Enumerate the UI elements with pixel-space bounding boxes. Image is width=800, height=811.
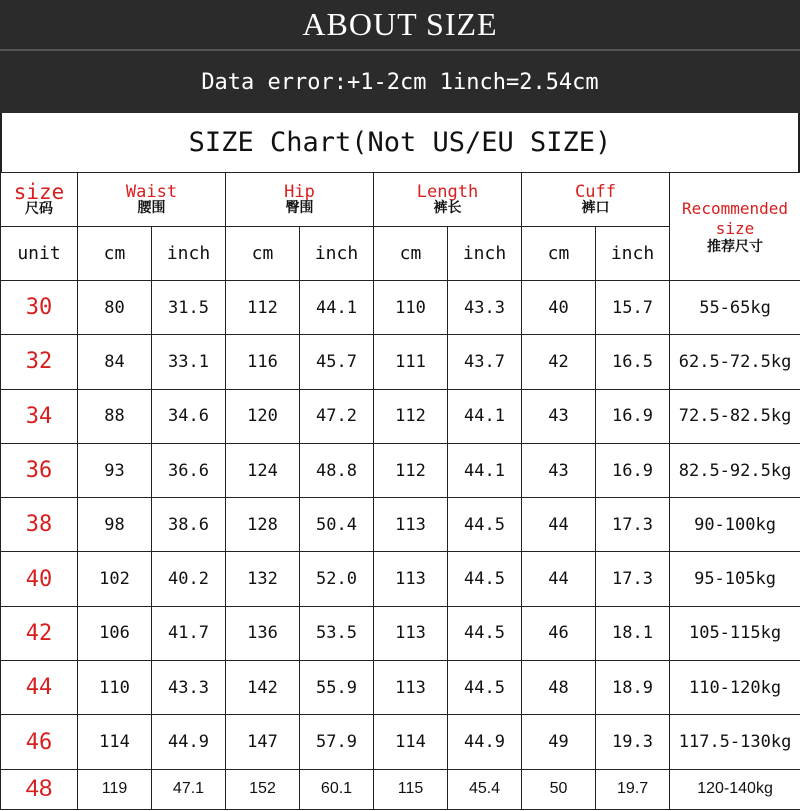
table-row (1, 443, 800, 497)
hip-cm-cell: 120 (226, 389, 300, 443)
cuff-inch-cell: 19.3 (596, 715, 670, 769)
waist-cm-cell: 114 (78, 715, 152, 769)
header-length: Length 裤长 (374, 173, 522, 227)
waist-cm-cell: 88 (78, 389, 152, 443)
cuff-cm-cell: 46 (522, 606, 596, 660)
unit-label: unit (1, 227, 78, 281)
hip-cm-cell: 128 (226, 498, 300, 552)
cuff-cm-cell: 44 (522, 498, 596, 552)
cuff-inch-cell: 18.9 (596, 661, 670, 715)
size-cell: 38 (1, 498, 78, 552)
recommended-cell: 72.5-82.5kg (670, 389, 800, 443)
waist-inch-cell: 41.7 (152, 606, 226, 660)
hip-cm-cell: 116 (226, 335, 300, 389)
unit-hip-inch: inch (300, 227, 374, 281)
length-cm-cell: 113 (374, 552, 448, 606)
hip-inch-cell: 48.8 (300, 443, 374, 497)
waist-cm-cell: 110 (78, 661, 152, 715)
waist-inch-cell: 47.1 (152, 769, 226, 809)
waist-cm-cell: 119 (78, 769, 152, 809)
size-cell: 34 (1, 389, 78, 443)
waist-inch-cell: 36.6 (152, 443, 226, 497)
length-inch-cell: 44.1 (448, 443, 522, 497)
unit-waist-cm: cm (78, 227, 152, 281)
waist-cm-cell: 98 (78, 498, 152, 552)
recommended-cell: 117.5-130kg (670, 715, 800, 769)
unit-cuff-cm: cm (522, 227, 596, 281)
hip-inch-cell: 44.1 (300, 281, 374, 335)
length-cm-cell: 114 (374, 715, 448, 769)
size-cell: 40 (1, 552, 78, 606)
cuff-cm-cell: 42 (522, 335, 596, 389)
length-inch-cell: 44.1 (448, 389, 522, 443)
cuff-cm-cell: 48 (522, 661, 596, 715)
cuff-inch-cell: 16.5 (596, 335, 670, 389)
unit-hip-cm: cm (226, 227, 300, 281)
hip-inch-cell: 45.7 (300, 335, 374, 389)
waist-cm-cell: 93 (78, 443, 152, 497)
waist-inch-cell: 44.9 (152, 715, 226, 769)
waist-inch-cell: 40.2 (152, 552, 226, 606)
cuff-cm-cell: 40 (522, 281, 596, 335)
recommended-cell: 90-100kg (670, 498, 800, 552)
size-cell: 36 (1, 443, 78, 497)
waist-inch-cell: 31.5 (152, 281, 226, 335)
hip-inch-cell: 57.9 (300, 715, 374, 769)
length-inch-cell: 45.4 (448, 769, 522, 809)
cuff-cm-cell: 43 (522, 443, 596, 497)
length-inch-cell: 43.3 (448, 281, 522, 335)
size-cell: 44 (1, 661, 78, 715)
table-row (1, 498, 800, 552)
hip-cm-cell: 132 (226, 552, 300, 606)
hip-cm-cell: 142 (226, 661, 300, 715)
header-recommended-size: Recommended size 推荐尺寸 (670, 173, 800, 281)
recommended-cell: 95-105kg (670, 552, 800, 606)
waist-inch-cell: 33.1 (152, 335, 226, 389)
cuff-inch-cell: 16.9 (596, 443, 670, 497)
length-cm-cell: 112 (374, 443, 448, 497)
size-cell: 30 (1, 281, 78, 335)
hip-inch-cell: 60.1 (300, 769, 374, 809)
length-cm-cell: 112 (374, 389, 448, 443)
length-cm-cell: 115 (374, 769, 448, 809)
recommended-cell: 55-65kg (670, 281, 800, 335)
hip-cm-cell: 136 (226, 606, 300, 660)
waist-inch-cell: 43.3 (152, 661, 226, 715)
size-cell: 46 (1, 715, 78, 769)
table-row (1, 769, 800, 809)
header-hip: Hip 臀围 (226, 173, 374, 227)
waist-cm-cell: 106 (78, 606, 152, 660)
cuff-cm-cell: 44 (522, 552, 596, 606)
cuff-inch-cell: 15.7 (596, 281, 670, 335)
size-cell: 42 (1, 606, 78, 660)
chart-title: SIZE Chart(Not US/EU SIZE) (0, 113, 800, 172)
waist-cm-cell: 102 (78, 552, 152, 606)
measurement-note: Data error:+1-2cm 1inch=2.54cm (0, 49, 800, 113)
length-inch-cell: 44.5 (448, 498, 522, 552)
table-row (1, 335, 800, 389)
hip-inch-cell: 50.4 (300, 498, 374, 552)
size-table (0, 172, 800, 810)
header-size: size 尺码 (1, 173, 78, 227)
length-cm-cell: 113 (374, 661, 448, 715)
unit-waist-inch: inch (152, 227, 226, 281)
waist-cm-cell: 84 (78, 335, 152, 389)
size-cell: 32 (1, 335, 78, 389)
waist-inch-cell: 38.6 (152, 498, 226, 552)
length-inch-cell: 43.7 (448, 335, 522, 389)
cuff-inch-cell: 18.1 (596, 606, 670, 660)
length-cm-cell: 110 (374, 281, 448, 335)
hip-cm-cell: 112 (226, 281, 300, 335)
table-row (1, 661, 800, 715)
length-inch-cell: 44.9 (448, 715, 522, 769)
recommended-cell: 105-115kg (670, 606, 800, 660)
header-row-categories (1, 173, 800, 227)
cuff-inch-cell: 16.9 (596, 389, 670, 443)
cuff-inch-cell: 19.7 (596, 769, 670, 809)
cuff-cm-cell: 43 (522, 389, 596, 443)
cuff-inch-cell: 17.3 (596, 498, 670, 552)
table-row (1, 281, 800, 335)
table-row (1, 606, 800, 660)
table-row (1, 389, 800, 443)
length-cm-cell: 113 (374, 498, 448, 552)
length-inch-cell: 44.5 (448, 661, 522, 715)
hip-cm-cell: 147 (226, 715, 300, 769)
header-cuff: Cuff 裤口 (522, 173, 670, 227)
recommended-cell: 120-140kg (670, 769, 800, 809)
recommended-cell: 62.5-72.5kg (670, 335, 800, 389)
hip-cm-cell: 152 (226, 769, 300, 809)
cuff-inch-cell: 17.3 (596, 552, 670, 606)
unit-length-inch: inch (448, 227, 522, 281)
header-waist: Waist 腰围 (78, 173, 226, 227)
hip-inch-cell: 52.0 (300, 552, 374, 606)
recommended-cell: 110-120kg (670, 661, 800, 715)
waist-inch-cell: 34.6 (152, 389, 226, 443)
table-row (1, 552, 800, 606)
hip-inch-cell: 53.5 (300, 606, 374, 660)
hip-inch-cell: 55.9 (300, 661, 374, 715)
page-title: ABOUT SIZE (0, 0, 800, 49)
size-cell: 48 (1, 769, 78, 809)
length-cm-cell: 113 (374, 606, 448, 660)
waist-cm-cell: 80 (78, 281, 152, 335)
hip-inch-cell: 47.2 (300, 389, 374, 443)
unit-cuff-inch: inch (596, 227, 670, 281)
hip-cm-cell: 124 (226, 443, 300, 497)
table-row (1, 715, 800, 769)
recommended-cell: 82.5-92.5kg (670, 443, 800, 497)
length-inch-cell: 44.5 (448, 552, 522, 606)
unit-length-cm: cm (374, 227, 448, 281)
cuff-cm-cell: 49 (522, 715, 596, 769)
cuff-cm-cell: 50 (522, 769, 596, 809)
length-cm-cell: 111 (374, 335, 448, 389)
length-inch-cell: 44.5 (448, 606, 522, 660)
